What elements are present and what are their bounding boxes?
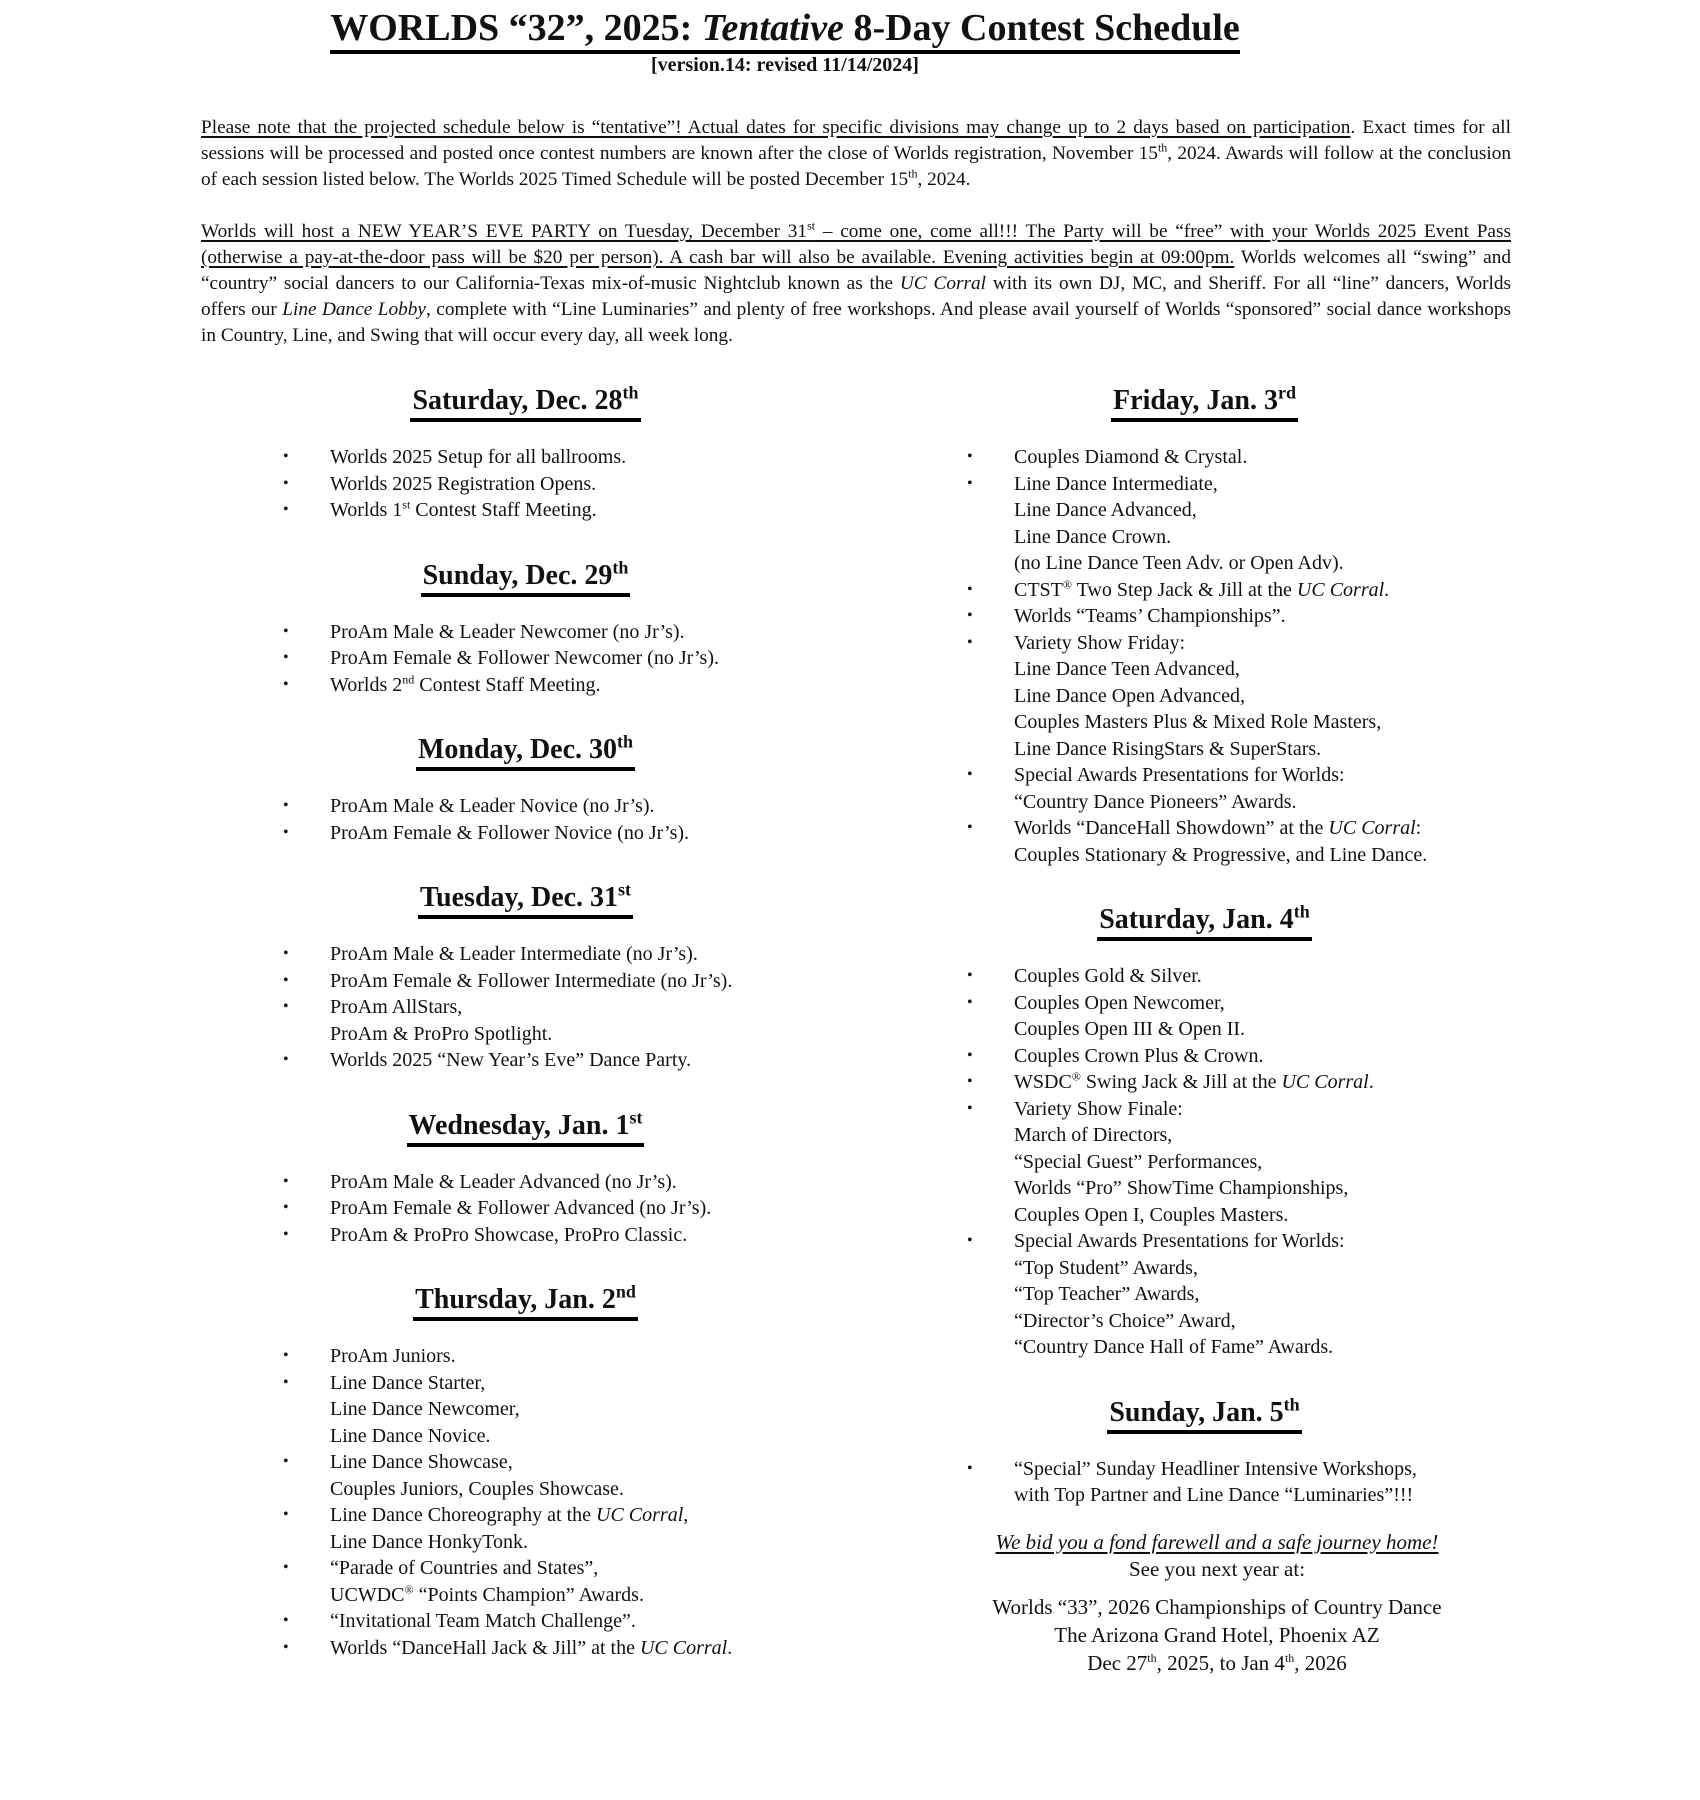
list-item: • Special Awards Presentations for Worlds: “Country Dance Pioneers” Awards. (967, 764, 1345, 813)
bullet-icon: • (283, 649, 289, 666)
bullet-icon: • (967, 580, 973, 598)
version-note: [version.14: revised 11/14/2024] (651, 54, 919, 76)
list-item: • ProAm Male & Leader Advanced (no Jr’s). (283, 1169, 783, 1196)
bullet-icon: • (967, 1459, 973, 1477)
venue-name: UC Corral (596, 1504, 684, 1526)
list-item: • Worlds 2nd Contest Staff Meeting. (283, 672, 783, 699)
bullet-icon: • (283, 945, 289, 962)
list-item: • CTST® Two Step Jack & Jill at the UC Corral. (967, 577, 1487, 604)
day-heading: Saturday, Dec. 28th (410, 384, 640, 422)
list-item: • ProAm Male & Leader Intermediate (no Jr’s). (283, 941, 783, 968)
list-item: • Couples Gold & Silver. (967, 963, 1487, 990)
bullet-icon: • (283, 1506, 289, 1523)
day-heading: Saturday, Jan. 4th (1097, 903, 1312, 941)
day-section-mon-dec30 (283, 733, 783, 846)
bullet-icon: • (967, 819, 973, 836)
tentative-notice: Please note that the projected schedule below is “tentative”! Actual dates for specific divisions may change up to 2 days based on participation (201, 117, 1351, 138)
day-section-thu-jan2 (283, 1283, 783, 1661)
ordinal: th (908, 166, 918, 181)
list-item: • ProAm AllStars, ProAm & ProPro Spotlight. (283, 996, 553, 1045)
list-item: • Line Dance Choreography at the UC Corral, Line Dance HonkyTonk. (283, 1504, 689, 1553)
list-item: • ProAm Female & Follower Novice (no Jr’s). (283, 820, 783, 847)
intro-text: Worlds welcomes all “swing” and “country” social dancers to our California-Texas mix-of-music Nightclub known as the (201, 247, 1511, 294)
bullet-icon: • (283, 448, 289, 465)
day-heading: Sunday, Dec. 29th (421, 559, 631, 597)
list-item: • ProAm Male & Leader Newcomer (no Jr’s). (283, 619, 783, 646)
venue-name: UC Corral (1296, 578, 1385, 601)
day-section-sun-dec29 (283, 559, 783, 699)
next-event-dates: Dec 27th, 2025, to Jan 4th, 2026 (1087, 1650, 1347, 1675)
list-item: • Line Dance Showcase, Couples Juniors, Couples Showcase. (283, 1451, 624, 1500)
day-section-sat-dec28 (283, 384, 783, 524)
title-text-pre: WORLDS “32”, 2025: (330, 7, 702, 49)
bullet-icon: • (283, 1225, 289, 1243)
bullet-icon: • (283, 1347, 289, 1364)
list-item: • Variety Show Friday: Line Dance Teen Advanced, Line Dance Open Advanced, Couples Masters Plus & Mixed Role Masters, Line Dance RisingStars & SuperStars. (967, 631, 1382, 760)
venue-name: UC Corral (639, 1636, 728, 1659)
venue-name: UC Corral (899, 273, 987, 294)
lobby-name: Line Dance Lobby (282, 299, 426, 320)
list-item: • Couples Diamond & Crystal. (967, 444, 1487, 471)
day-heading: Tuesday, Dec. 31st (418, 881, 633, 919)
list-item: • Variety Show Finale: March of Directors, “Special Guest” Performances, Worlds “Pro” ShowTime Championships, Couples Open I, Couples Masters. (967, 1097, 1349, 1226)
next-event-venue: The Arizona Grand Hotel, Phoenix AZ (1054, 1622, 1380, 1647)
see-you-text: See you next year at: (1128, 1556, 1306, 1581)
bullet-icon: • (283, 998, 289, 1015)
list-item: • “Invitational Team Match Challenge”. (283, 1608, 783, 1635)
bullet-icon: • (967, 1073, 973, 1090)
bullet-icon: • (967, 967, 973, 984)
list-item: • Couples Open Newcomer, Couples Open III & Open II. (967, 991, 1246, 1040)
list-item: • Worlds 1st Contest Staff Meeting. (283, 497, 783, 524)
title-text-post: 8-Day Contest Schedule (843, 7, 1240, 49)
list-item: • Line Dance Starter, Line Dance Newcomer, Line Dance Novice. (283, 1371, 520, 1447)
list-item: • ProAm Female & Follower Advanced (no Jr’s). (283, 1195, 783, 1222)
bullet-icon: • (283, 1559, 289, 1576)
bullet-icon: • (283, 1051, 289, 1068)
list-item: • Worlds 2025 Setup for all ballrooms. (283, 444, 783, 471)
list-item: • ProAm & ProPro Showcase, ProPro Classic. (283, 1222, 783, 1249)
intro-paragraph-1 (201, 115, 1511, 193)
list-item: • Line Dance Intermediate, Line Dance Advanced, Line Dance Crown. (no Line Dance Teen Adv. or Open Adv). (967, 472, 1344, 574)
bullet-icon: • (967, 993, 973, 1011)
bullet-icon: • (967, 474, 973, 492)
list-item: • ProAm Female & Follower Intermediate (no Jr’s). (283, 968, 783, 995)
list-item: • ProAm Male & Leader Novice (no Jr’s). (283, 793, 783, 820)
bullet-icon: • (967, 1232, 973, 1249)
list-item: • Special Awards Presentations for Worlds: “Top Student” Awards, “Top Teacher” Awards, “Director’s Choice” Award, “Country Dance Hall of Fame” Awards. (967, 1230, 1345, 1358)
bullet-icon: • (283, 971, 289, 989)
venue-name: UC Corral (1328, 817, 1416, 839)
day-section-wed-jan1 (283, 1109, 783, 1249)
bullet-icon: • (283, 1638, 289, 1656)
bullet-icon: • (283, 474, 289, 492)
bullet-icon: • (283, 675, 289, 693)
day-heading: Thursday, Jan. 2nd (413, 1283, 638, 1321)
document-title (0, 6, 1570, 50)
bullet-icon: • (967, 607, 973, 624)
day-heading: Friday, Jan. 3rd (1111, 384, 1298, 422)
day-section-fri-jan3 (967, 384, 1487, 868)
bullet-icon: • (283, 1453, 289, 1470)
title-text-italic: Tentative (701, 7, 844, 49)
list-item: • “Parade of Countries and States”, UCWDC® “Points Champion” Awards. (283, 1557, 644, 1606)
party-text: Worlds will host a NEW YEAR’S EVE PARTY on Tuesday, December 31 (201, 221, 808, 242)
list-item: • Worlds “DanceHall Showdown” at the UC Corral: Couples Stationary & Progressive, and Line Dance. (967, 817, 1428, 866)
list-item: • ProAm Juniors. (283, 1343, 783, 1370)
intro-paragraph-2 (201, 219, 1511, 349)
bullet-icon: • (283, 797, 289, 814)
list-item: • Worlds “DanceHall Jack & Jill” at the UC Corral. (283, 1635, 783, 1662)
list-item: • Couples Crown Plus & Crown. (967, 1043, 1487, 1070)
list-item: • WSDC® Swing Jack & Jill at the UC Corral. (967, 1069, 1487, 1096)
bullet-icon: • (283, 501, 289, 518)
farewell-message: We bid you a fond farewell and a safe journey home! (995, 1529, 1439, 1554)
day-section-tue-dec31 (283, 881, 783, 1074)
list-item: • Worlds “Teams’ Championships”. (967, 603, 1487, 630)
bullet-icon: • (967, 448, 973, 465)
schedule-column-left (283, 384, 783, 1696)
intro-text: with its own DJ, MC, and Sheriff. For all “line” dancers, Worlds offers our (201, 273, 1512, 320)
day-section-sat-jan4 (967, 903, 1487, 1361)
venue-name: UC Corral (1281, 1071, 1369, 1093)
bullet-icon: • (283, 1612, 289, 1629)
bullet-icon: • (283, 1373, 289, 1391)
ordinal: st (807, 218, 816, 233)
bullet-icon: • (283, 1172, 289, 1190)
ordinal: th (1157, 140, 1168, 155)
list-item: • ProAm Female & Follower Newcomer (no Jr’s). (283, 645, 783, 672)
list-item: • Worlds 2025 “New Year’s Eve” Dance Party. (283, 1047, 783, 1074)
bullet-icon: • (283, 622, 289, 640)
list-item: • Worlds 2025 Registration Opens. (283, 471, 783, 498)
day-heading: Sunday, Jan. 5th (1107, 1396, 1301, 1434)
day-heading: Monday, Dec. 30th (416, 733, 635, 771)
intro-text: , 2024. (917, 169, 971, 190)
intro-text: Exact times for all sessions will be processed and posted once contest numbers are known after the close of Worlds registration, November 15 (201, 117, 1511, 164)
bullet-icon: • (967, 1046, 973, 1064)
intro-text: , complete with “Line Luminaries” and plenty of free workshops. And please avail yourself of Worlds “sponsored” social dance workshops in Country, Line, and Swing that will occur every day, all week long. (201, 299, 1511, 346)
next-event-name: Worlds “33”, 2026 Championships of Country Dance (992, 1594, 1442, 1619)
bullet-icon: • (967, 766, 973, 783)
schedule-column-right (967, 384, 1487, 1677)
period: . (1350, 117, 1356, 138)
party-text: – come one, come all!!! The Party will be “free” with your Worlds 2025 Event Pass (otherwise a pay-at-the-door pass will be $20 per person). A cash bar will also be available. Evening activities begin at 09:00pm. (201, 221, 1511, 268)
bullet-icon: • (967, 633, 973, 651)
list-item: • “Special” Sunday Headliner Intensive Workshops, with Top Partner and Line Dance “Luminaries”!!! (967, 1457, 1417, 1506)
day-section-sun-jan5 (967, 1396, 1487, 1509)
intro-text: , 2024. Awards will follow at the conclusion of each session listed below. The Worlds 2025 Timed Schedule will be posted December 15 (201, 143, 1511, 190)
bullet-icon: • (967, 1099, 973, 1117)
bullet-icon: • (283, 1199, 289, 1216)
closing-section (937, 1529, 1497, 1677)
bullet-icon: • (283, 823, 289, 841)
day-heading: Wednesday, Jan. 1st (407, 1109, 645, 1147)
